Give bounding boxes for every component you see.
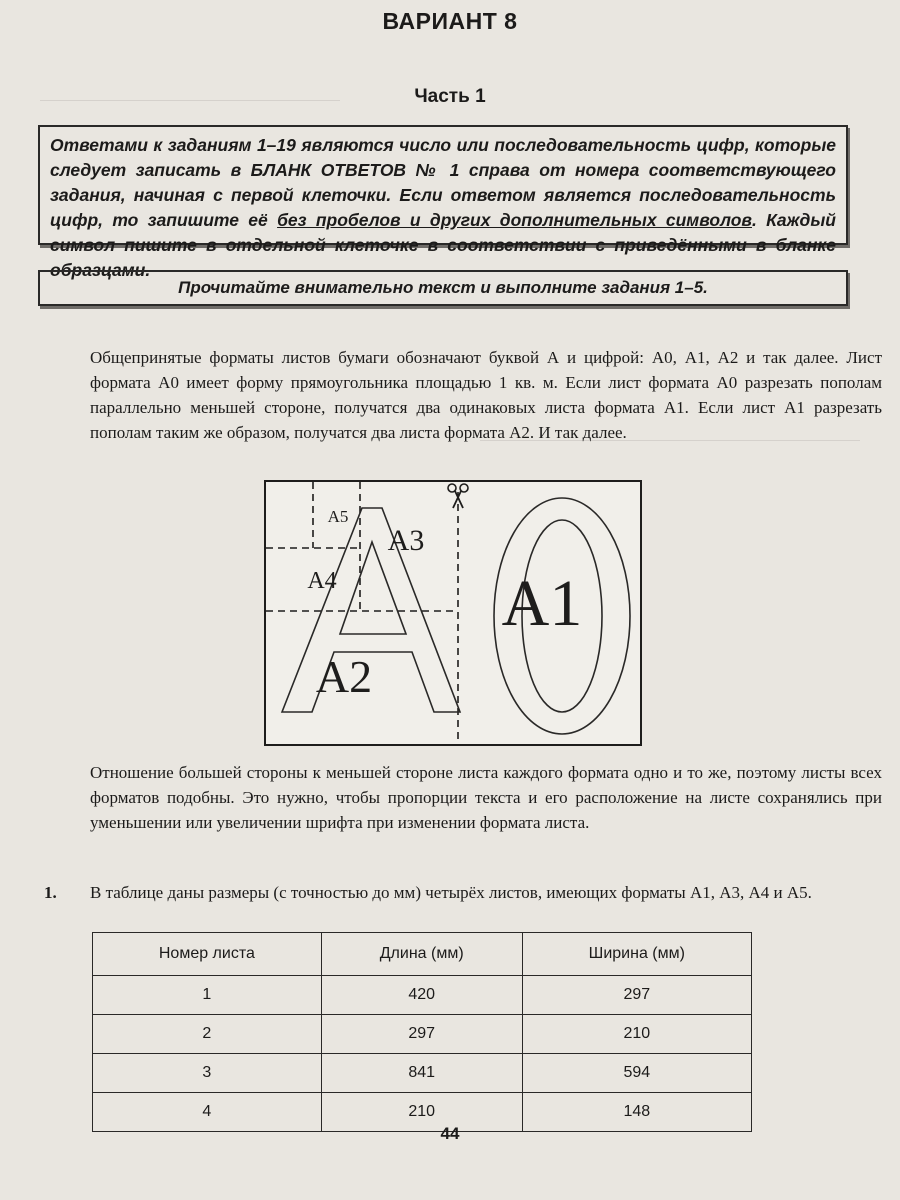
- cell-width: 297: [522, 976, 751, 1015]
- label-a3: A3: [387, 524, 425, 557]
- cell-sheet-number: 2: [93, 1015, 322, 1054]
- part-title: Часть 1: [414, 86, 486, 107]
- sizes-table: [92, 932, 752, 1132]
- instructions-underlined: без пробелов и других дополнительных символов: [277, 210, 752, 230]
- label-a2: A2: [315, 651, 373, 702]
- paper-formats-diagram: [264, 480, 642, 746]
- read-prompt: Прочитайте внимательно текст и выполните задания 1–5.: [178, 278, 708, 297]
- cell-width: 594: [522, 1054, 751, 1093]
- cell-sheet-number: 3: [93, 1054, 322, 1093]
- read-prompt-box: [38, 270, 848, 306]
- task-number: 1.: [44, 883, 57, 902]
- label-a4: A4: [307, 568, 337, 594]
- cell-length: 297: [321, 1015, 522, 1054]
- header-sheet-number: Номер листа: [93, 933, 322, 976]
- cell-width: 210: [522, 1015, 751, 1054]
- cell-width: 148: [522, 1093, 751, 1132]
- cell-sheet-number: 4: [93, 1093, 322, 1132]
- header-length: Длина (мм): [321, 933, 522, 976]
- cell-length: 841: [321, 1054, 522, 1093]
- cell-sheet-number: 1: [93, 976, 322, 1015]
- instructions-text-before: Ответами к заданиям 1–19 являются число или последовательность цифр, которые следует записать в БЛАНК ОТВЕТОВ № 1 справа от номера соответствующего задания, начиная с первой клеточки. Если ответом является последовательность цифр, то запишите её: [50, 135, 836, 230]
- instructions-box: [38, 125, 848, 280]
- intro-paragraph: Общепринятые форматы листов бумаги обозначают буквой А и цифрой: А0, А1, А2 и так далее. Лист формата А0 имеет форму прямоугольника площадью 1 кв. м. Если лист формата А0 разрезать пополам параллельно меньшей стороне, получатся два одинаковых листа формата А1. Если лист А1 разрезать пополам таким же образом, получатся два листа формата А2. И так далее.: [90, 348, 882, 442]
- table-row: [93, 1054, 752, 1093]
- similarity-paragraph: Отношение большей стороны к меньшей стороне листа каждого формата одно и то же, поэтому листы всех форматов подобны. Это нужно, чтобы пропорции текста и его расположение на листе сохранялись при уменьшении или увеличении шрифта при изменении формата листа.: [90, 763, 882, 832]
- label-a1: A1: [501, 567, 583, 640]
- table-header-row: [93, 933, 752, 976]
- page-number: 44: [440, 1124, 460, 1143]
- instructions-text-after: . Каждый символ пишите в отдельной клеточке в соответствии с приведёнными в бланке образцами.: [50, 210, 836, 280]
- cell-length: 420: [321, 976, 522, 1015]
- header-width: Ширина (мм): [522, 933, 751, 976]
- variant-title: ВАРИАНТ 8: [382, 8, 518, 34]
- task-text: В таблице даны размеры (с точностью до мм) четырёх листов, имеющих форматы А1, А3, А4 и А5.: [90, 883, 812, 902]
- cell-length: 210: [321, 1093, 522, 1132]
- label-a5: A5: [327, 507, 349, 526]
- table-row: [93, 976, 752, 1015]
- table-row: [93, 1015, 752, 1054]
